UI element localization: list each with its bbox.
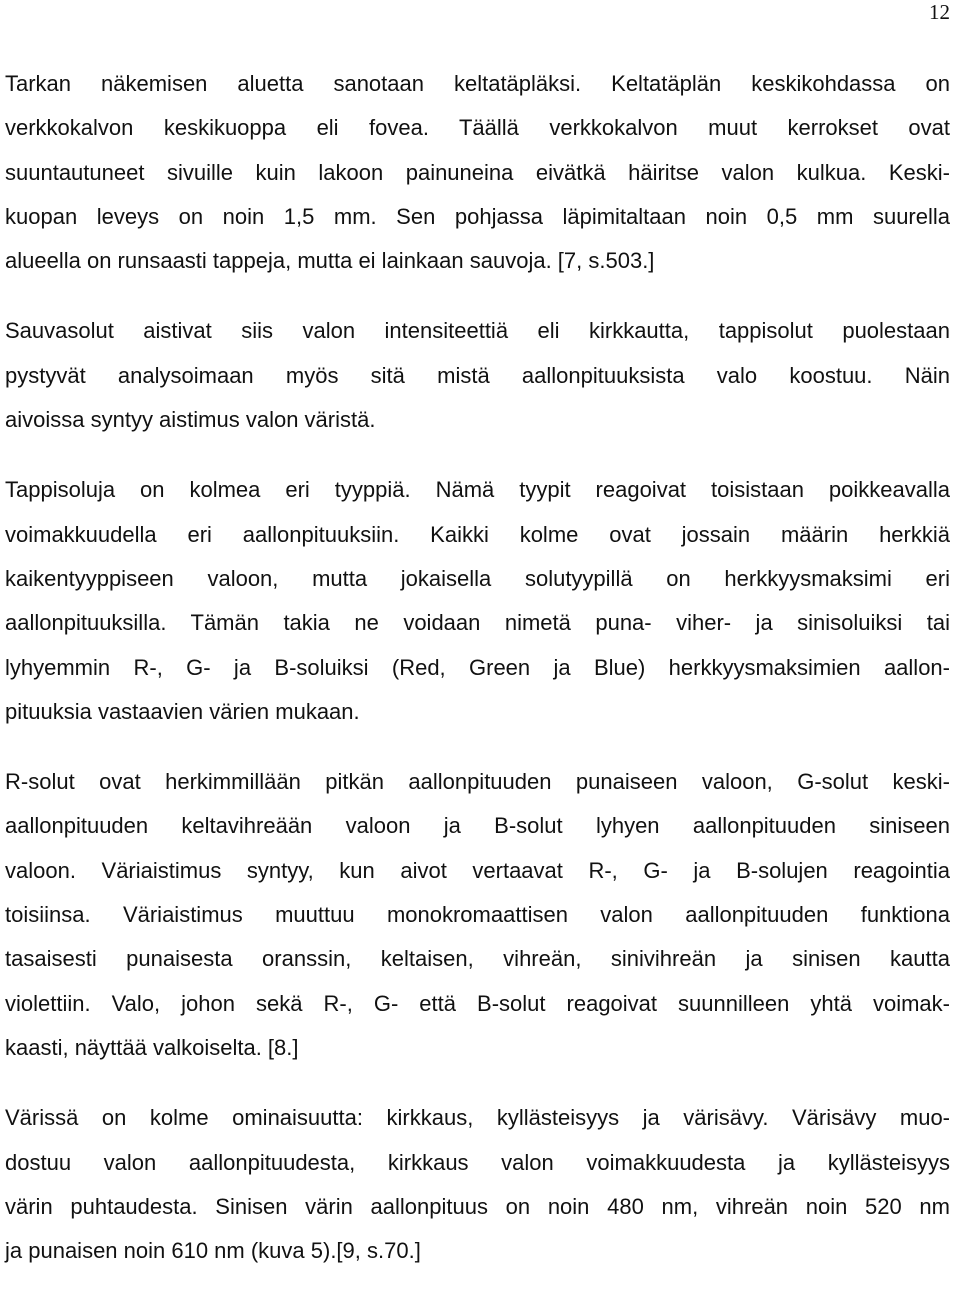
text-line: voimakkuudella eri aallonpituuksiin. Kaikki kolme ovat jossain määrin herkkiä: [5, 521, 950, 547]
page-number: 12: [929, 0, 950, 24]
text-line: kaikentyyppiseen valoon, mutta jokaisella solutyypillä on herkkyysmaksimi eri: [5, 565, 950, 591]
text-line: kuopan leveys on noin 1,5 mm. Sen pohjassa läpimitaltaan noin 0,5 mm suurella: [5, 203, 950, 229]
text-line: Tarkan näkemisen aluetta sanotaan keltatäpläksi. Keltatäplän keskikohdassa on: [5, 71, 950, 96]
text-line: valoon. Väriaistimus syntyy, kun aivot vertaavat R-, G- ja B-solujen reagointia: [5, 857, 950, 883]
text-line: pystyvät analysoimaan myös sitä mistä aallonpituuksista valo koostuu. Näin: [5, 362, 950, 388]
paragraph-color-properties: [5, 1096, 950, 1273]
text-line: lyhyemmin R-, G- ja B-soluiksi (Red, Green ja Blue) herkkyysmaksimien aallon-: [5, 654, 950, 680]
paragraph-cone-types: [5, 468, 950, 734]
paragraph-rods-cones: [5, 309, 950, 442]
text-line: dostuu valon aallonpituudesta, kirkkaus valon voimakkuudesta ja kyllästeisyys: [5, 1149, 950, 1175]
text-line: suuntautuneet sivuille kuin lakoon painuneina eivätkä häiritse valon kulkua. Keski-: [5, 159, 950, 185]
text-line: Värissä on kolme ominaisuutta: kirkkaus, kyllästeisyys ja värisävy. Värisävy muo-: [5, 1105, 950, 1131]
paragraph-color-perception: [5, 760, 950, 1070]
text-line: aallonpituuksilla. Tämän takia ne voidaan nimetä puna- viher- ja sinisoluiksi tai: [5, 610, 950, 636]
text-line: aivoissa syntyy aistimus valon väristä.: [5, 407, 376, 433]
document-body: [5, 62, 950, 1299]
text-line: ja punaisen noin 610 nm (kuva 5).[9, s.70.]: [5, 1238, 421, 1264]
text-line: violettiin. Valo, johon sekä R-, G- että B-solut reagoivat suunnilleen yhtä voimak-: [5, 990, 950, 1016]
text-line: Sauvasolut aistivat siis valon intensiteettiä eli kirkkautta, tappisolut puolestaan: [5, 318, 950, 344]
text-line: aallonpituuden keltavihreään valoon ja B-solut lyhyen aallonpituuden siniseen: [5, 813, 950, 839]
text-line: pituuksia vastaavien värien mukaan.: [5, 698, 360, 724]
text-line: toisiinsa. Väriaistimus muuttuu monokromaattisen valon aallonpituuden funktiona: [5, 902, 950, 928]
text-line: kaasti, näyttää valkoiselta. [8.]: [5, 1034, 299, 1060]
text-line: alueella on runsaasti tappeja, mutta ei lainkaan sauvoja. [7, s.503.]: [5, 248, 655, 274]
text-line: Tappisoluja on kolmea eri tyyppiä. Nämä tyypit reagoivat toisistaan poikkeavalla: [5, 477, 950, 503]
text-line: R-solut ovat herkimmillään pitkän aallonpituuden punaiseen valoon, G-solut keski-: [5, 769, 950, 795]
text-line: värin puhtaudesta. Sinisen värin aallonpituus on noin 480 nm, vihreän noin 520 nm: [5, 1193, 950, 1219]
text-line: tasaisesti punaisesta oranssin, keltaisen, vihreän, sinivihreän ja sinisen kautta: [5, 946, 950, 972]
paragraph-fovea: [5, 62, 950, 283]
text-line: verkkokalvon keskikuoppa eli fovea. Täällä verkkokalvon muut kerrokset ovat: [5, 115, 950, 141]
